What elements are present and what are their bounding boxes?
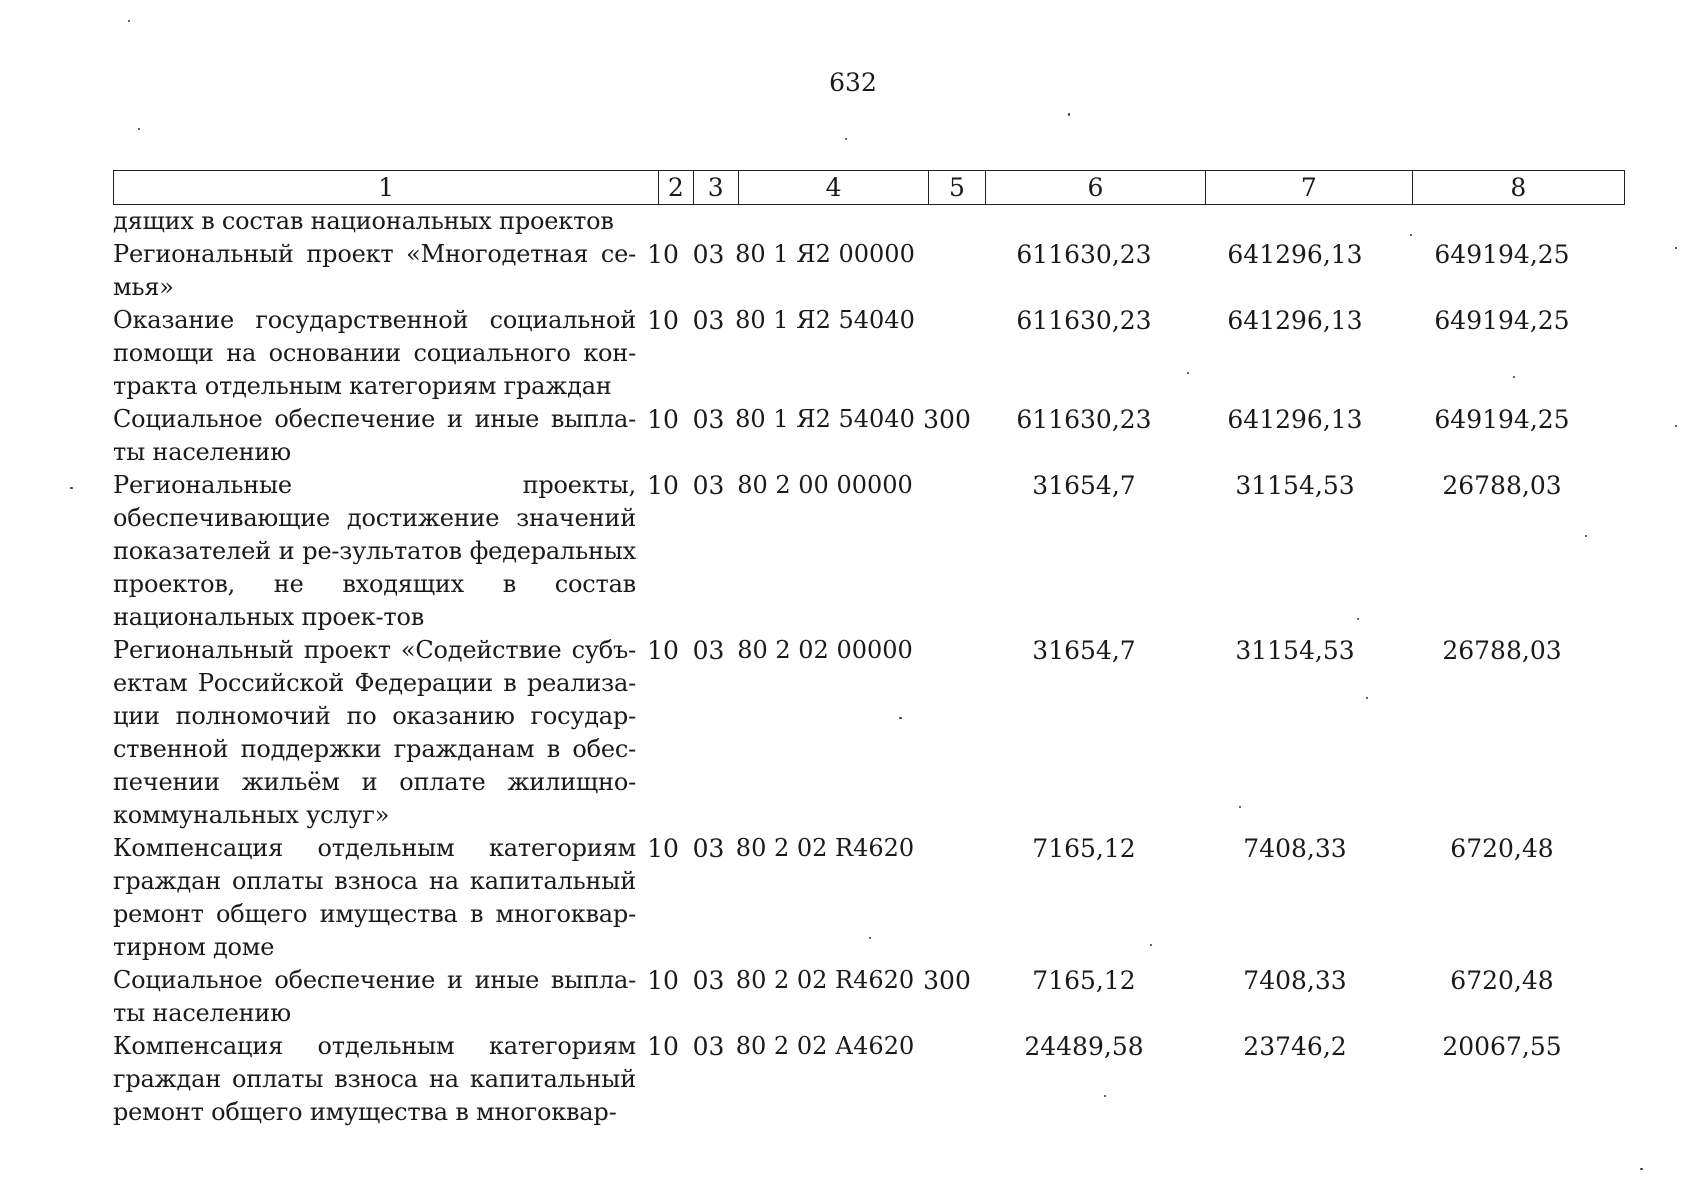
row-subsection: 03 (692, 966, 725, 995)
row-section: 10 (647, 306, 679, 335)
scan-speck (869, 937, 871, 939)
header-col-4: 4 (739, 171, 929, 205)
row-section: 10 (647, 1032, 679, 1061)
row-amount-1: 7165,12 (1032, 966, 1136, 995)
row-target-code: 80 2 02 R4620 (735, 966, 915, 994)
row-section: 10 (647, 966, 679, 995)
header-col-3: 3 (693, 171, 739, 205)
scan-speck (1640, 1168, 1643, 1170)
row-amount-1: 24489,58 (1024, 1032, 1144, 1061)
header-col-8: 8 (1412, 171, 1624, 205)
row-target-code: 80 2 02 А4620 (735, 1032, 915, 1060)
row-target-code: 80 1 Я2 54040 (735, 405, 915, 433)
row-amount-3: 26788,03 (1442, 636, 1562, 665)
row-target-code: 80 2 02 00000 (737, 636, 913, 664)
scan-speck (1585, 535, 1587, 537)
row-amount-3: 6720,48 (1450, 966, 1554, 995)
row-name: Социальное обеспечение и иные выпла-ты населению (113, 405, 636, 466)
scan-speck (128, 20, 130, 22)
row-expense-type: 300 (923, 405, 971, 434)
row-target-code: 80 2 02 R4620 (735, 834, 915, 862)
row-name: Региональный проект «Содействие субъ-ектам Российской Федерации в реализа-ции полномочий по оказанию государ-ственной поддержки гражданам в обес-печении жильём и оплате жилищно-коммунальных услуг» (113, 636, 636, 829)
row-name: Социальное обеспечение и иные выпла-ты населению (113, 966, 636, 1027)
header-col-2: 2 (659, 171, 693, 205)
row-target-code: 80 1 Я2 54040 (735, 306, 915, 334)
row-amount-1: 31654,7 (1032, 636, 1136, 665)
row-section: 10 (647, 405, 679, 434)
scan-speck (138, 128, 140, 130)
row-section: 10 (647, 240, 679, 269)
table-header (113, 170, 1625, 205)
header-col-1: 1 (114, 171, 659, 205)
scan-speck (1068, 113, 1070, 116)
page-number: 632 (829, 68, 877, 97)
table-body (113, 205, 1625, 1129)
scan-speck (1104, 1095, 1106, 1097)
row-amount-1: 611630,23 (1016, 306, 1152, 335)
table-row (113, 832, 1625, 964)
table-row (113, 469, 1625, 634)
row-subsection: 03 (692, 1032, 725, 1061)
row-amount-2: 31154,53 (1235, 636, 1355, 665)
row-amount-1: 611630,23 (1016, 405, 1152, 434)
header-col-6: 6 (985, 171, 1205, 205)
row-subsection: 03 (692, 240, 725, 269)
row-name: Компенсация отдельным категориям граждан оплаты взноса на капитальный ремонт общего имущества в многоквар-тирном доме (113, 834, 636, 961)
row-amount-3: 649194,25 (1434, 306, 1570, 335)
row-section: 10 (647, 834, 679, 863)
row-name: дящих в состав национальных проектов (113, 207, 614, 235)
row-amount-2: 31154,53 (1235, 471, 1355, 500)
table-row (113, 238, 1625, 304)
row-amount-2: 7408,33 (1243, 966, 1347, 995)
row-expense-type: 300 (923, 966, 971, 995)
row-subsection: 03 (692, 306, 725, 335)
scan-speck (1675, 247, 1677, 249)
row-section: 10 (647, 471, 679, 500)
scan-speck (1675, 425, 1677, 427)
table-row (113, 1030, 1625, 1129)
scan-speck (1239, 806, 1241, 808)
row-subsection: 03 (692, 471, 725, 500)
table-row (113, 634, 1625, 832)
row-name: Региональный проект «Многодетная се-мья» (113, 240, 636, 301)
scan-speck (1357, 618, 1359, 620)
table-row (113, 964, 1625, 1030)
row-amount-2: 23746,2 (1243, 1032, 1347, 1061)
header-col-7: 7 (1206, 171, 1412, 205)
scan-speck (845, 138, 847, 140)
row-amount-2: 7408,33 (1243, 834, 1347, 863)
row-subsection: 03 (692, 636, 725, 665)
row-name: Компенсация отдельным категориям граждан оплаты взноса на капитальный ремонт общего имущества в многоквар- (113, 1032, 636, 1126)
row-amount-1: 31654,7 (1032, 471, 1136, 500)
header-col-5: 5 (929, 171, 986, 205)
table-row (113, 205, 1625, 238)
table-row (113, 304, 1625, 403)
row-target-code: 80 2 00 00000 (737, 471, 913, 499)
row-name: Оказание государственной социальной помощи на основании социального кон-тракта отдельным категориям граждан (113, 306, 636, 400)
row-section: 10 (647, 636, 679, 665)
scan-speck (1187, 372, 1189, 374)
scan-speck (899, 717, 902, 719)
row-name: Региональные проекты, обеспечивающие достижение значений показателей и ре-зультатов федеральных проектов, не входящих в состав национальных проек-тов (113, 471, 636, 631)
table-row (113, 403, 1625, 469)
row-subsection: 03 (692, 405, 725, 434)
row-amount-2: 641296,13 (1227, 306, 1363, 335)
scan-speck (1150, 944, 1152, 946)
row-amount-1: 7165,12 (1032, 834, 1136, 863)
row-amount-3: 649194,25 (1434, 405, 1570, 434)
row-amount-3: 649194,25 (1434, 240, 1570, 269)
row-amount-1: 611630,23 (1016, 240, 1152, 269)
scan-speck (70, 487, 73, 489)
row-subsection: 03 (692, 834, 725, 863)
row-amount-2: 641296,13 (1227, 405, 1363, 434)
row-amount-2: 641296,13 (1227, 240, 1363, 269)
scan-speck (1366, 697, 1368, 699)
scan-speck (1410, 234, 1412, 236)
row-amount-3: 26788,03 (1442, 471, 1562, 500)
row-amount-3: 6720,48 (1450, 834, 1554, 863)
row-amount-3: 20067,55 (1442, 1032, 1562, 1061)
row-target-code: 80 1 Я2 00000 (735, 240, 915, 268)
scan-speck (1513, 376, 1515, 378)
